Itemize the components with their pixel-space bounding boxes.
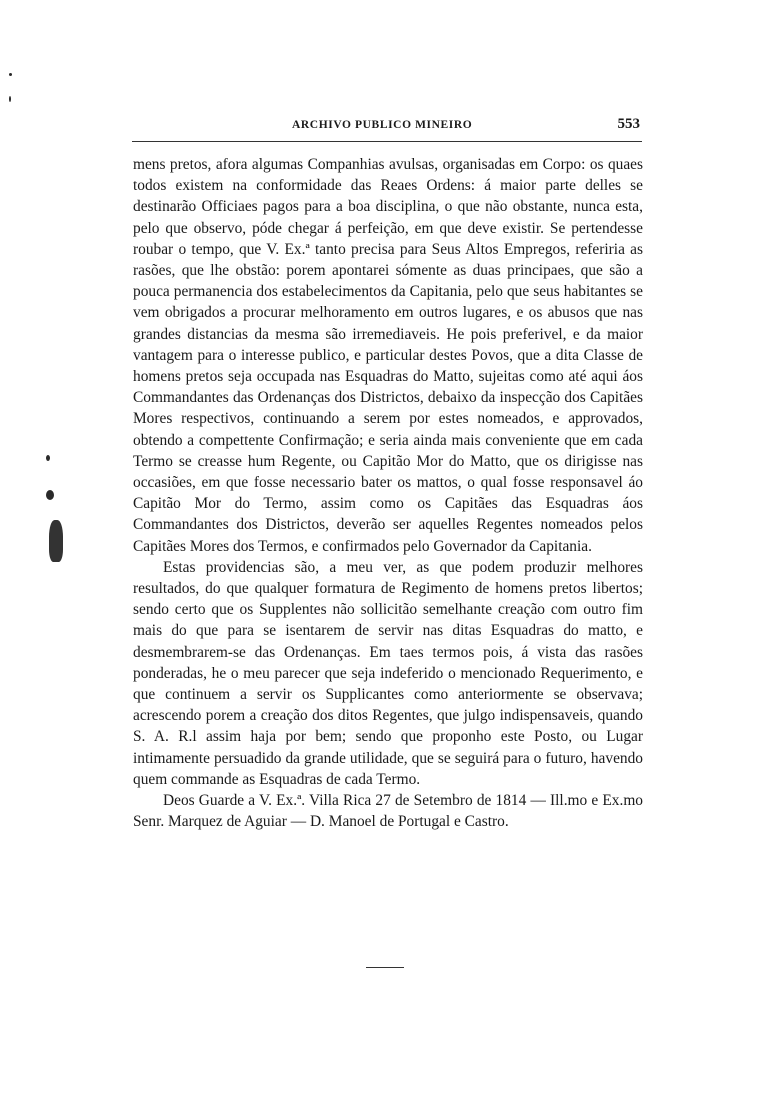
scan-mark: [46, 490, 54, 500]
paragraph-continuation: mens pretos, afora algumas Companhias avulsas, organisadas em Corpo: os quaes todos existem na conformidade das Reaes Ordens: á maior parte delles se destinarão Officiaes pagos para a boa disciplina, o que não obstante, nunca esta, pelo que observo, póde chegar á perfeição, em que deve existir. Se pertendesse roubar o tempo, que V. Ex.ª tanto precisa para Seus Altos Empregos, referiria as rasões, que lhe obstão: porem apontarei sómente as duas principaes, que são a pouca permanencia dos estabelecimentos da Capitania, pelo que seus habitantes se vem obrigados a procurar melhoramento em outros lugares, e os abusos que nas grandes distancias da mesma são irremediaveis. He pois preferivel, e da maior vantagem para o interesse publico, e particular destes Povos, que a dita Classe de homens pretos seja occupada nas Esquadras do Matto, sujeitas como até aqui áos Commandantes das Ordenanças dos Districtos, debaixo da inspecção dos Capitães Mores respectivos, continuando a serem por estes nomeados, e approvados, obtendo a compettente Confirmação; e seria ainda mais conveniente que em cada Termo se creasse hum Regente, ou Capitão Mor do Matto, que os dirigisse nas occasiões, em que fosse necessario bater os mattos, o qual fosse responsavel áo Capitão Mor do Termo, assim como os Capitães das Esquadras áos Commandantes dos Districtos, deverão ser aquelles Regentes nomeados pelos Capitães Mores dos Termos, e confirmados pelo Governador da Capitania.: [133, 156, 643, 555]
scan-mark: [46, 455, 50, 461]
scan-mark: [49, 520, 63, 562]
header-rule: [132, 141, 642, 142]
page-number: 553: [617, 116, 640, 132]
paragraph-closing: Deos Guarde a V. Ex.ª. Villa Rica 27 de Setembro de 1814 — Ill.mo e Ex.mo Senr. Marquez de Aguiar — D. Manoel de Portugal e Castro.: [133, 792, 643, 831]
page-header: [132, 116, 644, 138]
running-title: ARCHIVO PUBLICO MINEIRO: [292, 119, 473, 131]
scan-mark: [9, 73, 12, 76]
scan-mark: [9, 96, 11, 102]
body-text: [133, 154, 643, 833]
end-rule: [366, 967, 404, 968]
paragraph: Estas providencias são, a meu ver, as que podem produzir melhores resultados, do que qualquer formatura de Regimento de homens pretos libertos; sendo certo que os Supplentes não sollicitão semelhante creação com outro fim mais do que para se isentarem de servir nas ditas Esquadras do matto, e desmembrarem-se das Ordenanças. Em taes termos pois, á vista das rasões ponderadas, he o meu parecer que seja indeferido o mencionado Requerimento, e que continuem a servir os Supplicantes como anteriormente se observava; acrescendo porem a creação dos ditos Regentes, que julgo indispensaveis, quando S. A. R.l assim haja por bem; sendo que proponho este Posto, ou Lugar intimamente persuadido da grande utilidade, que se seguirá para o futuro, havendo quem commande as Esquadras de cada Termo.: [133, 558, 643, 788]
